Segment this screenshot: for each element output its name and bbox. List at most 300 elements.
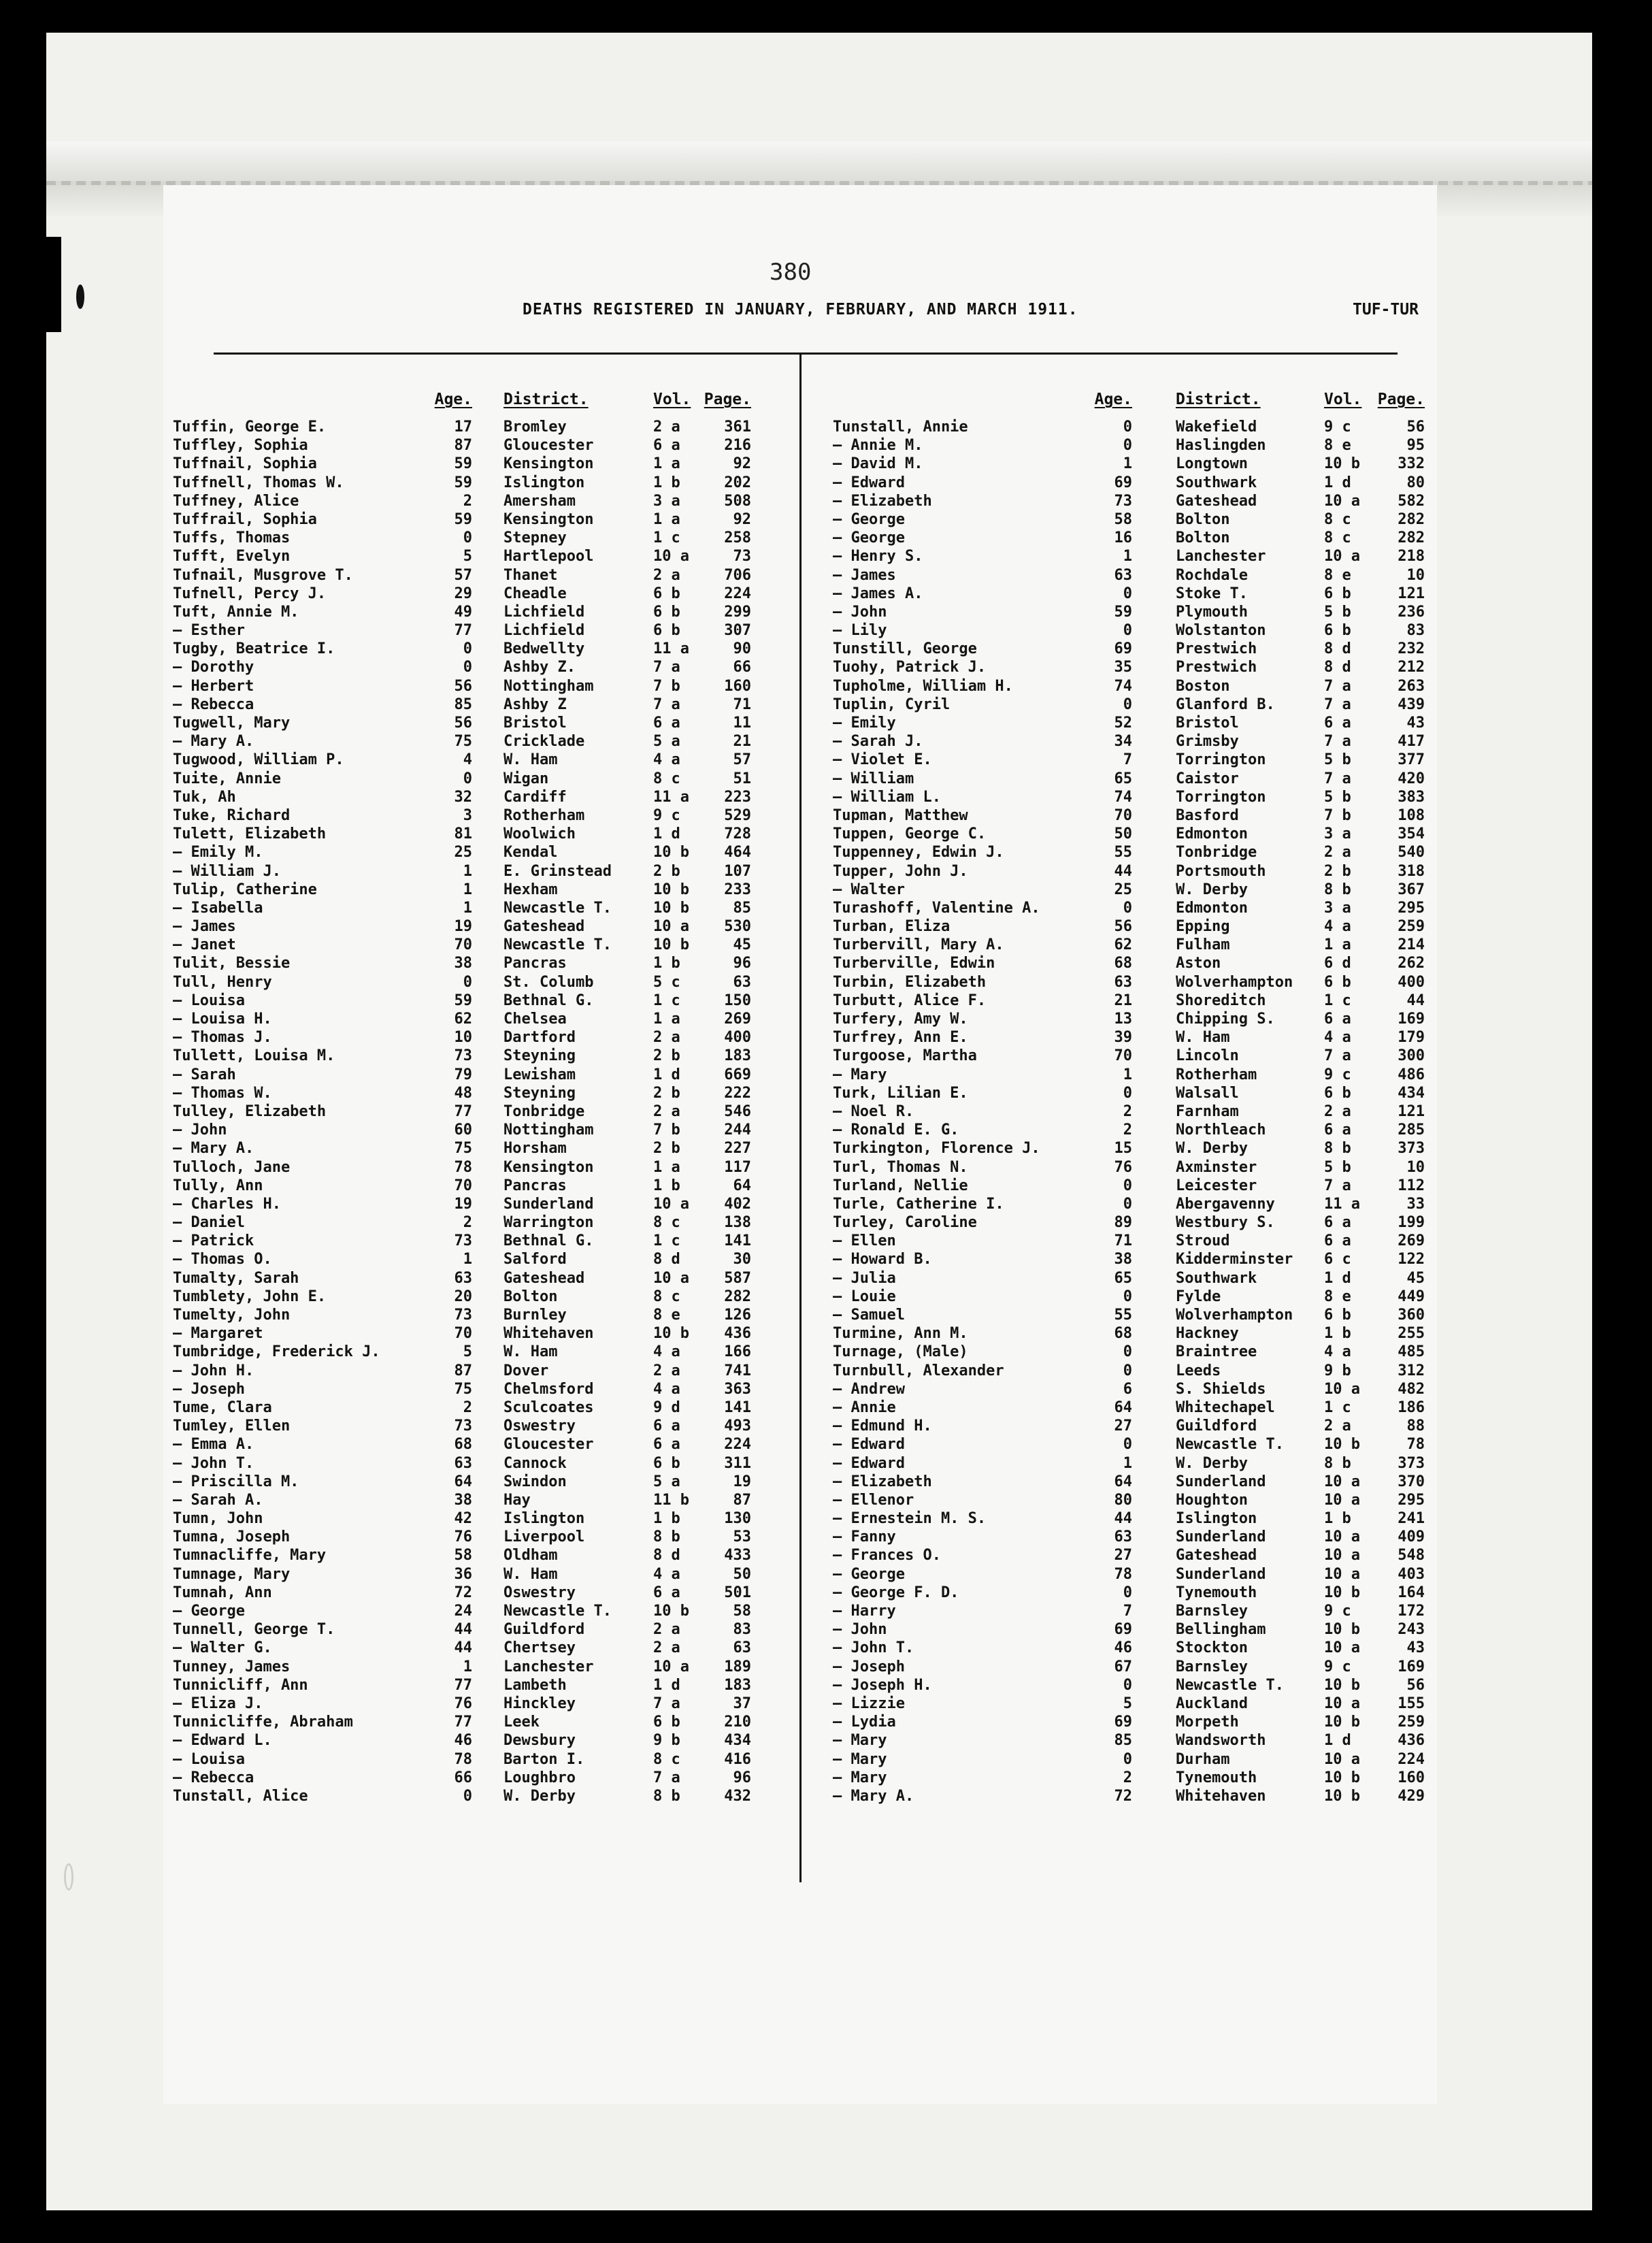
entry-age: 59 bbox=[454, 992, 472, 1009]
entry-name: Tulett, Elizabeth bbox=[173, 825, 327, 843]
entry-name: — Esther bbox=[173, 622, 245, 640]
entry-page: 529 bbox=[724, 806, 751, 824]
entry-page: 51 bbox=[733, 770, 751, 787]
entry-district: Barton I. bbox=[503, 1750, 585, 1768]
entry-age: 59 bbox=[1114, 603, 1132, 621]
entry-page: 548 bbox=[1398, 1547, 1425, 1565]
entry-vol: 10 a bbox=[1324, 1694, 1360, 1712]
entry-district: Bedwellty bbox=[503, 640, 585, 658]
entry-page: 262 bbox=[1398, 955, 1425, 972]
entry-vol: 10 a bbox=[1324, 1565, 1360, 1583]
entry-name: — Edward bbox=[833, 1436, 905, 1454]
entry-district: Prestwich bbox=[1176, 659, 1257, 676]
table-row bbox=[833, 1787, 1452, 1805]
entry-page: 90 bbox=[733, 640, 751, 658]
entry-age: 63 bbox=[454, 1454, 472, 1472]
table-row bbox=[173, 1010, 772, 1028]
table-row bbox=[833, 547, 1452, 566]
entry-district: Hackney bbox=[1176, 1325, 1239, 1343]
entry-district: W. Derby bbox=[1176, 881, 1248, 898]
entry-page: 150 bbox=[724, 992, 751, 1009]
entry-vol: 2 a bbox=[653, 1029, 680, 1047]
punch-hole-top bbox=[76, 284, 84, 309]
entry-age: 58 bbox=[1114, 510, 1132, 528]
entry-vol: 1 b bbox=[1324, 1510, 1351, 1528]
entry-vol: 1 b bbox=[1324, 1325, 1351, 1343]
entry-page: 370 bbox=[1398, 1473, 1425, 1490]
table-row bbox=[833, 1195, 1452, 1213]
entry-name: Tunstill, George bbox=[833, 640, 977, 658]
entry-age: 2 bbox=[463, 1398, 472, 1416]
entry-page: 307 bbox=[724, 622, 751, 640]
entry-page: 741 bbox=[724, 1362, 751, 1379]
entry-page: 493 bbox=[724, 1418, 751, 1435]
entry-page: 311 bbox=[724, 1454, 751, 1472]
entry-age: 73 bbox=[454, 1307, 472, 1324]
entry-age: 1 bbox=[1123, 1454, 1132, 1472]
entry-vol: 6 b bbox=[653, 1454, 680, 1472]
entry-district: Dewsbury bbox=[503, 1732, 576, 1750]
entry-name: — Lily bbox=[833, 622, 887, 640]
entry-page: 464 bbox=[724, 844, 751, 862]
entry-district: Sunderland bbox=[1176, 1528, 1266, 1546]
entry-district: Epping bbox=[1176, 918, 1230, 936]
punch-hole-bottom bbox=[64, 1863, 73, 1890]
entry-page: 530 bbox=[724, 918, 751, 936]
entry-name: — Ernestein M. S. bbox=[833, 1510, 987, 1528]
entry-district: Hinckley bbox=[503, 1694, 576, 1712]
entry-district: Warrington bbox=[503, 1214, 594, 1232]
table-row bbox=[833, 1713, 1452, 1731]
entry-age: 0 bbox=[1123, 1676, 1132, 1694]
entry-name: Turk, Lilian E. bbox=[833, 1084, 968, 1102]
entry-page: 285 bbox=[1398, 1122, 1425, 1139]
entry-age: 0 bbox=[1123, 1750, 1132, 1768]
entry-page: 50 bbox=[733, 1565, 751, 1583]
entry-name: Turberville, Edwin bbox=[833, 955, 995, 972]
table-row bbox=[173, 658, 772, 676]
entry-district: Tynemouth bbox=[1176, 1584, 1257, 1601]
entry-district: Durham bbox=[1176, 1750, 1230, 1768]
entry-district: Chertsey bbox=[503, 1639, 576, 1657]
entry-district: Oldham bbox=[503, 1547, 558, 1565]
entry-page: 53 bbox=[733, 1528, 751, 1546]
entry-vol: 1 d bbox=[1324, 474, 1351, 491]
table-row bbox=[173, 436, 772, 455]
entry-name: Tunnicliffe, Abraham bbox=[173, 1714, 353, 1731]
entry-name: — Eliza J. bbox=[173, 1694, 263, 1712]
header-vol: Vol. bbox=[1324, 391, 1362, 408]
entry-age: 1 bbox=[463, 899, 472, 917]
table-row bbox=[833, 770, 1452, 788]
entry-name: Tuplin, Cyril bbox=[833, 695, 951, 713]
entry-age: 70 bbox=[454, 1177, 472, 1194]
entry-name: Tuffnail, Sophia bbox=[173, 455, 317, 473]
table-row bbox=[173, 1750, 772, 1769]
entry-age: 0 bbox=[1123, 1584, 1132, 1601]
entry-district: Steyning bbox=[503, 1047, 576, 1065]
entry-vol: 7 a bbox=[1324, 1177, 1351, 1194]
entry-vol: 6 b bbox=[1324, 585, 1351, 602]
entry-page: 92 bbox=[733, 455, 751, 473]
entry-district: Glanford B. bbox=[1176, 695, 1275, 713]
entry-district: Lichfield bbox=[503, 603, 585, 621]
entry-page: 30 bbox=[733, 1251, 751, 1268]
entry-name: Tumnage, Mary bbox=[173, 1565, 291, 1583]
entry-page: 96 bbox=[733, 955, 751, 972]
table-row bbox=[173, 1195, 772, 1213]
entry-vol: 9 c bbox=[1324, 1066, 1351, 1083]
entry-age: 85 bbox=[454, 695, 472, 713]
entry-district: Houghton bbox=[1176, 1491, 1248, 1509]
entry-page: 56 bbox=[1406, 419, 1425, 436]
entry-page: 669 bbox=[724, 1066, 751, 1083]
table-row bbox=[833, 936, 1452, 954]
entry-age: 66 bbox=[454, 1769, 472, 1786]
entry-name: — Mary A. bbox=[173, 733, 254, 751]
table-row bbox=[173, 1639, 772, 1657]
entry-age: 1 bbox=[463, 1251, 472, 1268]
table-row bbox=[173, 1694, 772, 1713]
entry-page: 224 bbox=[724, 585, 751, 602]
entry-name: Turfery, Amy W. bbox=[833, 1011, 968, 1028]
entry-vol: 6 b bbox=[653, 622, 680, 640]
entry-age: 68 bbox=[454, 1436, 472, 1454]
entry-age: 35 bbox=[1114, 659, 1132, 676]
entry-vol: 6 b bbox=[1324, 622, 1351, 640]
entry-age: 78 bbox=[454, 1750, 472, 1768]
entry-vol: 9 c bbox=[1324, 1603, 1351, 1620]
table-row bbox=[833, 1417, 1452, 1435]
entry-vol: 10 a bbox=[1324, 1491, 1360, 1509]
table-row bbox=[833, 1269, 1452, 1288]
entry-name: — Rebecca bbox=[173, 1769, 254, 1786]
entry-age: 76 bbox=[1114, 1158, 1132, 1176]
entry-vol: 2 b bbox=[653, 1084, 680, 1102]
entry-page: 501 bbox=[724, 1584, 751, 1601]
table-row bbox=[173, 1213, 772, 1232]
entry-age: 2 bbox=[463, 1214, 472, 1232]
entry-district: Guildford bbox=[1176, 1418, 1257, 1435]
header-district: District. bbox=[503, 391, 589, 408]
entry-page: 66 bbox=[733, 659, 751, 676]
entry-age: 1 bbox=[1123, 455, 1132, 473]
entry-vol: 2 a bbox=[653, 566, 680, 584]
entry-district: Longtown bbox=[1176, 455, 1248, 473]
table-row bbox=[173, 529, 772, 547]
entry-name: — Thomas O. bbox=[173, 1251, 272, 1268]
entry-name: Turgoose, Martha bbox=[833, 1047, 977, 1065]
entry-age: 25 bbox=[1114, 881, 1132, 898]
entry-district: Loughbro bbox=[503, 1769, 576, 1786]
entry-page: 73 bbox=[733, 548, 751, 566]
entry-vol: 1 a bbox=[653, 1158, 680, 1176]
entry-vol: 1 a bbox=[1324, 936, 1351, 954]
entry-vol: 8 d bbox=[653, 1251, 680, 1268]
entry-name: Tufft, Evelyn bbox=[173, 548, 291, 566]
entry-age: 0 bbox=[463, 529, 472, 547]
entry-name: — Daniel bbox=[173, 1214, 245, 1232]
table-row bbox=[173, 1676, 772, 1694]
entry-page: 92 bbox=[733, 510, 751, 528]
entry-name: Tuft, Annie M. bbox=[173, 603, 299, 621]
entry-page: 78 bbox=[1406, 1436, 1425, 1454]
entry-district: Steyning bbox=[503, 1084, 576, 1102]
entry-name: Turashoff, Valentine A. bbox=[833, 899, 1040, 917]
entry-name: — Emily M. bbox=[173, 844, 263, 862]
table-row bbox=[173, 1380, 772, 1398]
entry-name: — Joseph bbox=[173, 1380, 245, 1398]
table-row bbox=[173, 1602, 772, 1620]
entry-vol: 6 a bbox=[1324, 1214, 1351, 1232]
entry-district: W. Derby bbox=[1176, 1140, 1248, 1158]
entry-name: Tuppenney, Edwin J. bbox=[833, 844, 1004, 862]
entry-age: 44 bbox=[1114, 862, 1132, 880]
entry-age: 17 bbox=[454, 419, 472, 436]
entry-age: 1 bbox=[463, 881, 472, 898]
entry-age: 78 bbox=[454, 1158, 472, 1176]
entry-district: Braintree bbox=[1176, 1343, 1257, 1361]
entry-district: Gateshead bbox=[503, 918, 585, 936]
right-entries bbox=[833, 418, 1452, 1805]
entry-name: Turmine, Ann M. bbox=[833, 1325, 968, 1343]
table-row bbox=[833, 510, 1452, 529]
entry-vol: 5 b bbox=[1324, 603, 1351, 621]
entry-page: 155 bbox=[1398, 1694, 1425, 1712]
entry-page: 361 bbox=[724, 419, 751, 436]
entry-page: 255 bbox=[1398, 1325, 1425, 1343]
entry-page: 179 bbox=[1398, 1029, 1425, 1047]
entry-district: Shoreditch bbox=[1176, 992, 1266, 1009]
table-row bbox=[173, 1362, 772, 1380]
table-row bbox=[173, 862, 772, 881]
entry-name: — John T. bbox=[173, 1454, 254, 1472]
entry-name: — Isabella bbox=[173, 899, 263, 917]
entry-name: Turkington, Florence J. bbox=[833, 1140, 1040, 1158]
entry-age: 0 bbox=[1123, 1177, 1132, 1194]
entry-vol: 8 c bbox=[653, 1214, 680, 1232]
right-column bbox=[833, 391, 1452, 1805]
entry-district: Wolverhampton bbox=[1176, 1307, 1293, 1324]
entry-name: Tugwell, Mary bbox=[173, 715, 291, 732]
entry-vol: 2 a bbox=[653, 1102, 680, 1120]
entry-page: 88 bbox=[1406, 1418, 1425, 1435]
table-row bbox=[833, 603, 1452, 621]
entry-age: 10 bbox=[454, 1029, 472, 1047]
entry-page: 282 bbox=[1398, 529, 1425, 547]
entry-vol: 6 b bbox=[1324, 1084, 1351, 1102]
entry-vol: 1 c bbox=[653, 1232, 680, 1250]
entry-vol: 10 b bbox=[1324, 1787, 1360, 1805]
entry-vol: 8 b bbox=[653, 1528, 680, 1546]
entry-vol: 6 b bbox=[653, 1714, 680, 1731]
entry-page: 169 bbox=[1398, 1011, 1425, 1028]
entry-district: Newcastle T. bbox=[503, 1603, 612, 1620]
table-row bbox=[173, 954, 772, 972]
entry-district: Whitehaven bbox=[1176, 1787, 1266, 1805]
entry-district: Pancras bbox=[503, 955, 567, 972]
entry-vol: 6 a bbox=[653, 437, 680, 455]
table-row bbox=[173, 1047, 772, 1065]
entry-age: 76 bbox=[454, 1694, 472, 1712]
table-row bbox=[833, 1102, 1452, 1121]
entry-name: — Mary A. bbox=[833, 1787, 914, 1805]
entry-district: Plymouth bbox=[1176, 603, 1248, 621]
entry-vol: 8 c bbox=[1324, 529, 1351, 547]
entry-page: 186 bbox=[1398, 1398, 1425, 1416]
entry-age: 65 bbox=[1114, 1269, 1132, 1287]
entry-page: 360 bbox=[1398, 1307, 1425, 1324]
entry-age: 73 bbox=[454, 1232, 472, 1250]
table-row bbox=[173, 1398, 772, 1417]
entry-vol: 10 a bbox=[653, 1269, 689, 1287]
entry-name: — Joseph H. bbox=[833, 1676, 932, 1694]
entry-page: 44 bbox=[1406, 992, 1425, 1009]
table-row bbox=[173, 1491, 772, 1509]
entry-page: 269 bbox=[1398, 1232, 1425, 1250]
entry-vol: 1 c bbox=[653, 529, 680, 547]
entry-name: Tunnell, George T. bbox=[173, 1621, 335, 1639]
entry-name: — Janet bbox=[173, 936, 236, 954]
table-row bbox=[173, 936, 772, 954]
entry-vol: 8 e bbox=[1324, 566, 1351, 584]
table-row bbox=[833, 1491, 1452, 1509]
entry-district: Southwark bbox=[1176, 474, 1257, 491]
entry-vol: 4 a bbox=[1324, 918, 1351, 936]
entry-district: Nottingham bbox=[503, 1122, 594, 1139]
entry-vol: 10 b bbox=[653, 1325, 689, 1343]
entry-age: 25 bbox=[454, 844, 472, 862]
entry-district: Tynemouth bbox=[1176, 1769, 1257, 1786]
entry-vol: 1 b bbox=[653, 1177, 680, 1194]
table-row bbox=[173, 899, 772, 917]
entry-name: — John bbox=[833, 603, 887, 621]
entry-name: Tupholme, William H. bbox=[833, 677, 1013, 695]
entry-name: Turbin, Elizabeth bbox=[833, 973, 987, 991]
entry-page: 56 bbox=[1406, 1676, 1425, 1694]
table-row bbox=[173, 806, 772, 825]
entry-age: 71 bbox=[1114, 1232, 1132, 1250]
entry-vol: 5 b bbox=[1324, 1158, 1351, 1176]
entry-name: — Patrick bbox=[173, 1232, 254, 1250]
entry-age: 70 bbox=[454, 1325, 472, 1343]
table-row bbox=[833, 954, 1452, 972]
table-row bbox=[833, 843, 1452, 862]
entry-district: Edmonton bbox=[1176, 899, 1248, 917]
table-row bbox=[173, 621, 772, 640]
entry-district: St. Columb bbox=[503, 973, 594, 991]
table-row bbox=[173, 1288, 772, 1306]
entry-vol: 7 a bbox=[1324, 733, 1351, 751]
entry-age: 77 bbox=[454, 1676, 472, 1694]
entry-age: 27 bbox=[1114, 1418, 1132, 1435]
entry-page: 224 bbox=[724, 1436, 751, 1454]
entry-age: 63 bbox=[1114, 973, 1132, 991]
entry-vol: 2 a bbox=[653, 1621, 680, 1639]
table-row bbox=[833, 1620, 1452, 1639]
entry-name: — Elizabeth bbox=[833, 1473, 932, 1490]
entry-age: 56 bbox=[454, 715, 472, 732]
entry-district: Islington bbox=[1176, 1510, 1257, 1528]
entry-vol: 10 a bbox=[1324, 1528, 1360, 1546]
entry-name: — Frances O. bbox=[833, 1547, 941, 1565]
entry-district: Lewisham bbox=[503, 1066, 576, 1083]
entry-name: Tumelty, John bbox=[173, 1307, 291, 1324]
entry-name: — George bbox=[833, 529, 905, 547]
entry-page: 43 bbox=[1406, 715, 1425, 732]
entry-name: — Mary bbox=[833, 1750, 887, 1768]
entry-age: 75 bbox=[454, 1380, 472, 1398]
entry-name: Tufnail, Musgrove T. bbox=[173, 566, 353, 584]
entry-age: 46 bbox=[454, 1732, 472, 1750]
entry-page: 214 bbox=[1398, 936, 1425, 954]
entry-page: 117 bbox=[724, 1158, 751, 1176]
entry-name: — Thomas W. bbox=[173, 1084, 272, 1102]
entry-vol: 10 a bbox=[1324, 1380, 1360, 1398]
entry-page: 11 bbox=[733, 715, 751, 732]
entry-page: 299 bbox=[724, 603, 751, 621]
table-row bbox=[833, 529, 1452, 547]
entry-name: Tunnicliff, Ann bbox=[173, 1676, 308, 1694]
entry-page: 243 bbox=[1398, 1621, 1425, 1639]
entry-vol: 7 a bbox=[653, 1694, 680, 1712]
entry-name: — Edward bbox=[833, 1454, 905, 1472]
entry-name: — Julia bbox=[833, 1269, 896, 1287]
entry-vol: 5 a bbox=[653, 733, 680, 751]
table-row bbox=[833, 714, 1452, 732]
entry-vol: 10 a bbox=[653, 918, 689, 936]
entry-district: Bellingham bbox=[1176, 1621, 1266, 1639]
table-row bbox=[173, 881, 772, 899]
entry-district: Dover bbox=[503, 1362, 549, 1379]
entry-age: 67 bbox=[1114, 1658, 1132, 1675]
entry-vol: 7 a bbox=[1324, 770, 1351, 787]
entry-age: 2 bbox=[463, 492, 472, 510]
entry-district: Gateshead bbox=[1176, 1547, 1257, 1565]
entry-district: Gloucester bbox=[503, 437, 594, 455]
entry-district: Westbury S. bbox=[1176, 1214, 1275, 1232]
table-row bbox=[833, 1658, 1452, 1676]
table-row bbox=[833, 751, 1452, 769]
entry-name: — Henry S. bbox=[833, 548, 923, 566]
entry-name: Tunstall, Alice bbox=[173, 1787, 308, 1805]
entry-vol: 1 d bbox=[653, 1676, 680, 1694]
entry-district: Newcastle T. bbox=[1176, 1436, 1284, 1454]
entry-page: 373 bbox=[1398, 1454, 1425, 1472]
entry-name: — William L. bbox=[833, 788, 941, 806]
table-row bbox=[833, 1139, 1452, 1158]
table-row bbox=[173, 714, 772, 732]
entry-vol: 10 a bbox=[1324, 492, 1360, 510]
entry-age: 1 bbox=[1123, 548, 1132, 566]
entry-district: Kendal bbox=[503, 844, 558, 862]
table-row bbox=[833, 1362, 1452, 1380]
page-title: DEATHS REGISTERED IN JANUARY, FEBRUARY, AND MARCH 1911. bbox=[523, 301, 1078, 318]
entry-age: 0 bbox=[1123, 1288, 1132, 1305]
entry-page: 449 bbox=[1398, 1288, 1425, 1305]
entry-name: — Howard B. bbox=[833, 1251, 932, 1268]
entry-age: 46 bbox=[1114, 1639, 1132, 1657]
entry-name: — Andrew bbox=[833, 1380, 905, 1398]
entry-district: Wakefield bbox=[1176, 419, 1257, 436]
entry-vol: 10 b bbox=[653, 899, 689, 917]
entry-district: Whitechapel bbox=[1176, 1398, 1275, 1416]
entry-name: Turbutt, Alice F. bbox=[833, 992, 987, 1009]
table-row bbox=[833, 1010, 1452, 1028]
entry-page: 10 bbox=[1406, 1158, 1425, 1176]
entry-vol: 10 a bbox=[1324, 1547, 1360, 1565]
entry-age: 64 bbox=[1114, 1473, 1132, 1490]
